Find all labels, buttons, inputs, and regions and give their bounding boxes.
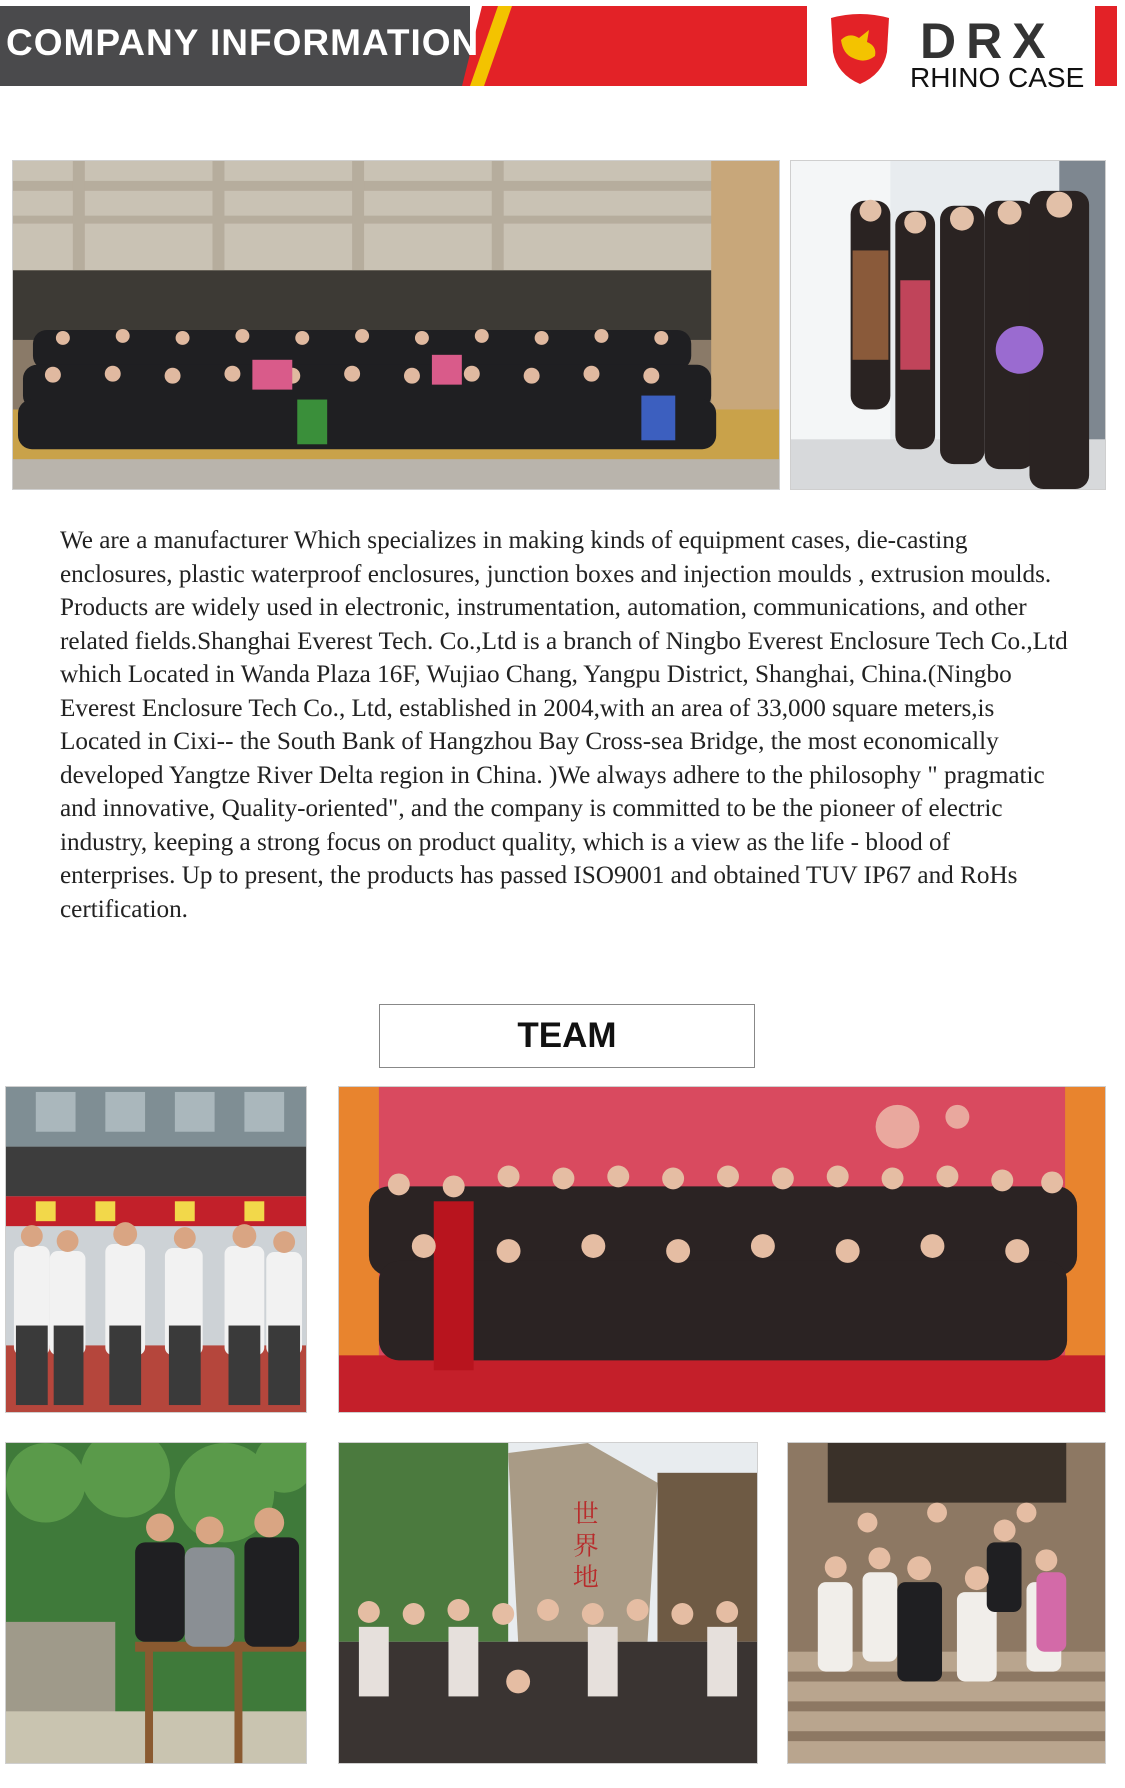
svg-text:界: 界 <box>572 1531 599 1562</box>
header-red-band <box>462 6 807 86</box>
group-photo-hall <box>12 160 780 490</box>
rhino-logo-icon <box>825 12 895 86</box>
team-photo-rock-stairs <box>787 1442 1106 1764</box>
brand-subtitle: RHINO CASE <box>910 62 1085 93</box>
company-description: We are a manufacturer Which specializes in making kinds of equipment cases, die-casting enclosures, plastic waterproof enclosures, junction boxes and injection moulds , extrusion moulds. Products are widely used in electronic, instrumentation, automation, communications, and other related fields.Shanghai Everest Tech. Co.,Ltd is a branch of Ningbo Everest Enclosure Tech Co.,Ltd which Located in Wanda Plaza 16F, Wujiao Chang, Yangpu District, Shanghai, China.(Ningbo Everest Enclosure Tech Co., Ltd, established in 2004,with an area of 33,000 square meters,is Located in Cixi-- the South Bank of Hangzhou Bay Cross-sea Bridge, the most economically developed Yangtze River Delta region in China. )We always adhere to the philosophy " pragmatic and innovative, Quality-oriented", and the company is committed to be the pioneer of electric industry, keeping a strong focus on product quality, which is a view as the life - blood of enterprises. Up to present, the products has passed ISO9001 and obtained TUV IP67 and RoHs certification. <box>60 527 1068 923</box>
brand-name: DRX <box>920 13 1056 69</box>
team-photo-entrance <box>5 1086 307 1413</box>
team-section-label <box>379 1004 755 1068</box>
team-title: TEAM <box>517 1016 617 1055</box>
page-title: COMPANY INFORMATION <box>6 22 480 63</box>
team-photo-annual-party <box>338 1086 1106 1413</box>
team-photo-monument <box>338 1442 758 1764</box>
team-photo-mountain <box>5 1442 307 1764</box>
header-red-edge <box>1095 6 1117 86</box>
svg-text:世: 世 <box>572 1499 599 1530</box>
ceremony-photo <box>790 160 1106 490</box>
svg-text:地: 地 <box>572 1563 599 1594</box>
